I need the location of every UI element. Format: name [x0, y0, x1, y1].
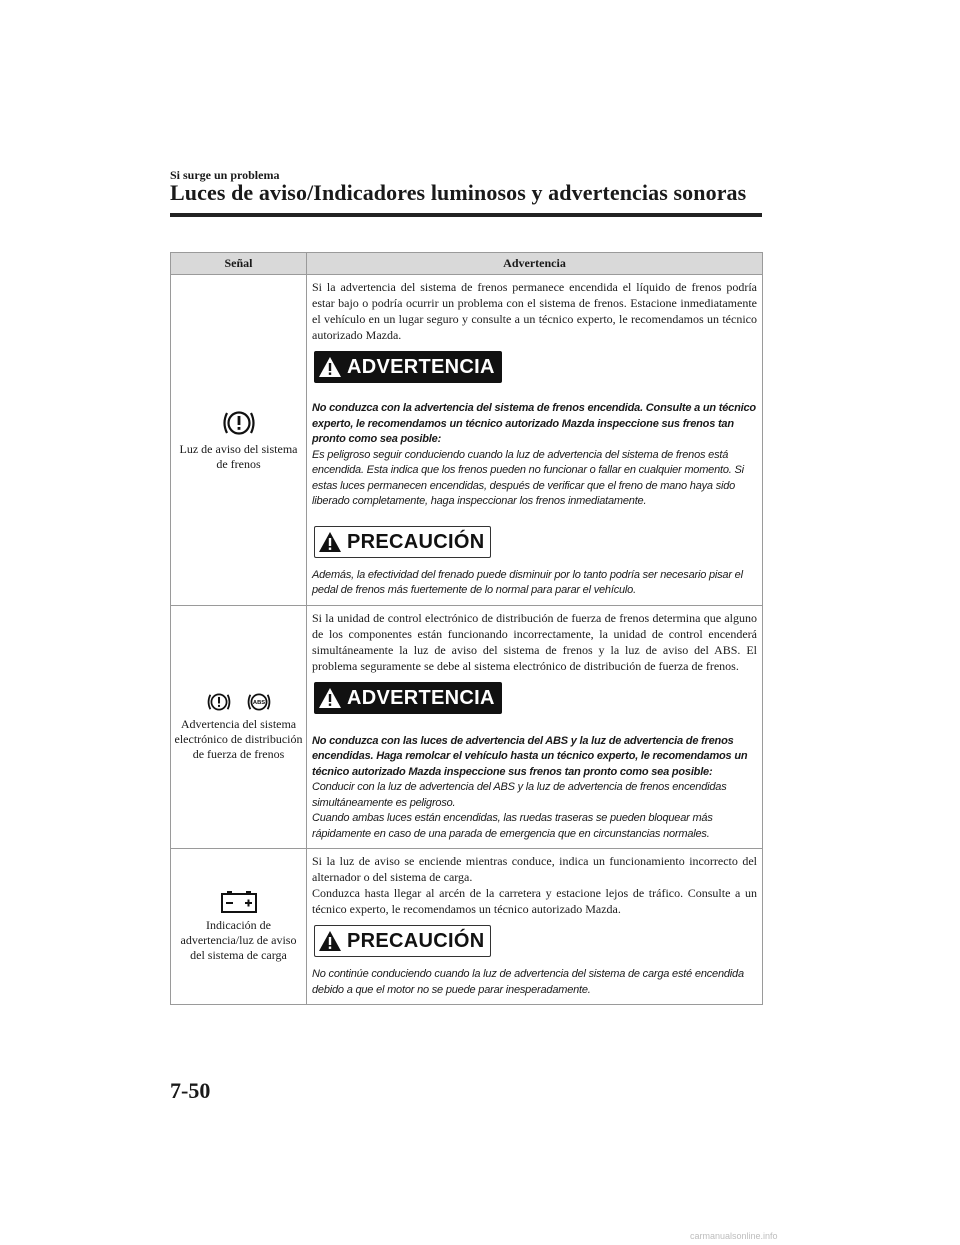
brake-warning-icon — [221, 408, 257, 438]
table-row — [171, 605, 763, 849]
caution-badge — [314, 526, 491, 558]
caution-text: No continúe conduciendo cuando la luz de advertencia del sistema de carga esté encendida debido a que el motor no se puede parar inesperadamente. — [312, 968, 744, 996]
warning-cell — [307, 275, 763, 606]
intro-text: Si la unidad de control electrónico de distribución de fuerza de frenos determina que alguno de los componentes están funcionando incorrectamente, la unidad de control encenderá simultáneamente la luz de aviso del sistema de frenos y la luz de aviso del ABS. El problema seguramente se debe al sistema electrónico de distribución de fuerza de frenos. — [312, 610, 757, 673]
signal-label: Luz de aviso del sistema de frenos — [179, 441, 298, 471]
abs-warning-icon — [246, 691, 272, 713]
warning-cell — [307, 849, 763, 1005]
page-number: 7-50 — [170, 1078, 211, 1103]
abs-icon-text: ABS — [252, 700, 265, 707]
caution-label: PRECAUCIÓN — [347, 530, 485, 553]
page-title: Luces de aviso/Indicadores luminosos y advertencias sonoras — [170, 180, 747, 205]
warning-badge — [314, 351, 502, 383]
caution-triangle-icon — [318, 531, 342, 553]
watermark: carmanualsonline.info — [690, 1231, 778, 1241]
signal-cell — [171, 849, 307, 1005]
warning-label: ADVERTENCIA — [347, 686, 495, 709]
table-header-row — [171, 253, 763, 275]
warning-triangle-icon — [318, 687, 342, 709]
table-row — [171, 275, 763, 606]
intro-text-2: Conduzca hasta llegar al arcén de la carretera y estacione lejos de tráfico. Consulte a un técnico experto, le recomendamos un técnico autorizado Mazda. — [312, 886, 757, 916]
warning-table — [170, 252, 763, 1005]
intro-text: Si la luz de aviso se enciende mientras conduce, indica un funcionamiento incorrecto del alternador o del sistema de carga. — [312, 854, 757, 884]
signal-label: Indicación de advertencia/luz de aviso del sistema de carga — [180, 918, 297, 962]
signal-cell — [171, 605, 307, 849]
brake-warning-icon — [206, 691, 232, 713]
battery-icon — [220, 890, 258, 914]
signal-label: Advertencia del sistema electrónico de distribución de fuerza de frenos — [174, 717, 303, 762]
signal-cell — [171, 275, 307, 606]
caution-label: PRECAUCIÓN — [347, 930, 485, 952]
header-warning: Advertencia — [307, 253, 763, 275]
warning-text-2: Cuando ambas luces están encendidas, las ruedas traseras se pueden bloquear más rápidamente en caso de una parada de emergencia que en circunstancias normales. — [312, 812, 713, 840]
caution-triangle-icon — [318, 930, 342, 952]
warning-text: Es peligroso seguir conduciendo cuando la luz de advertencia del sistema de frenos está encendida. Esta indica que los frenos pueden no funcionar o fallar en cualquier momento. Si estas luces permanecen encendidas, después de verificar que el freno de mano haya sido liberado completamente, haga inspeccionar los frenos inmediatamente. — [312, 448, 744, 507]
warning-label: ADVERTENCIA — [347, 356, 495, 378]
warning-triangle-icon — [318, 356, 342, 378]
warning-text: Conducir con la luz de advertencia del ABS y la luz de advertencia de frenos encendidas simultáneamente es peligroso. — [312, 781, 727, 809]
intro-text: Si la advertencia del sistema de frenos permanece encendida el líquido de frenos podría estar bajo o podría ocurrir un problema con el sistema de frenos. Estacione inmediatamente el vehículo en un lugar seguro y consulte a un técnico experto, le recomendamos un técnico autorizado Mazda. — [312, 280, 757, 342]
caution-text: Además, la efectividad del frenado puede disminuir por lo tanto podría ser necesario pisar el pedal de frenos más fuertemente de lo normal para parar el vehículo. — [312, 568, 743, 596]
warning-badge — [314, 682, 502, 714]
caution-badge — [314, 925, 491, 957]
header-signal: Señal — [171, 253, 307, 275]
warning-bold-text: No conduzca con las luces de advertencia del ABS y la luz de advertencia de frenos encendidas. Haga remolcar el vehículo hasta un técnico experto, le recomendamos un técnico autorizado Mazda inspeccione sus frenos tan pronto como sea posible: — [312, 734, 748, 778]
table-row — [171, 849, 763, 1005]
title-rule — [170, 213, 762, 217]
warning-cell — [307, 605, 763, 849]
section-label: Si surge un problema — [170, 168, 280, 182]
warning-bold-text: No conduzca con la advertencia del sistema de frenos encendida. Consulte a un técnico experto, le recomendamos un técnico autorizado Mazda inspeccione sus frenos tan pronto como sea posible: — [312, 402, 756, 445]
